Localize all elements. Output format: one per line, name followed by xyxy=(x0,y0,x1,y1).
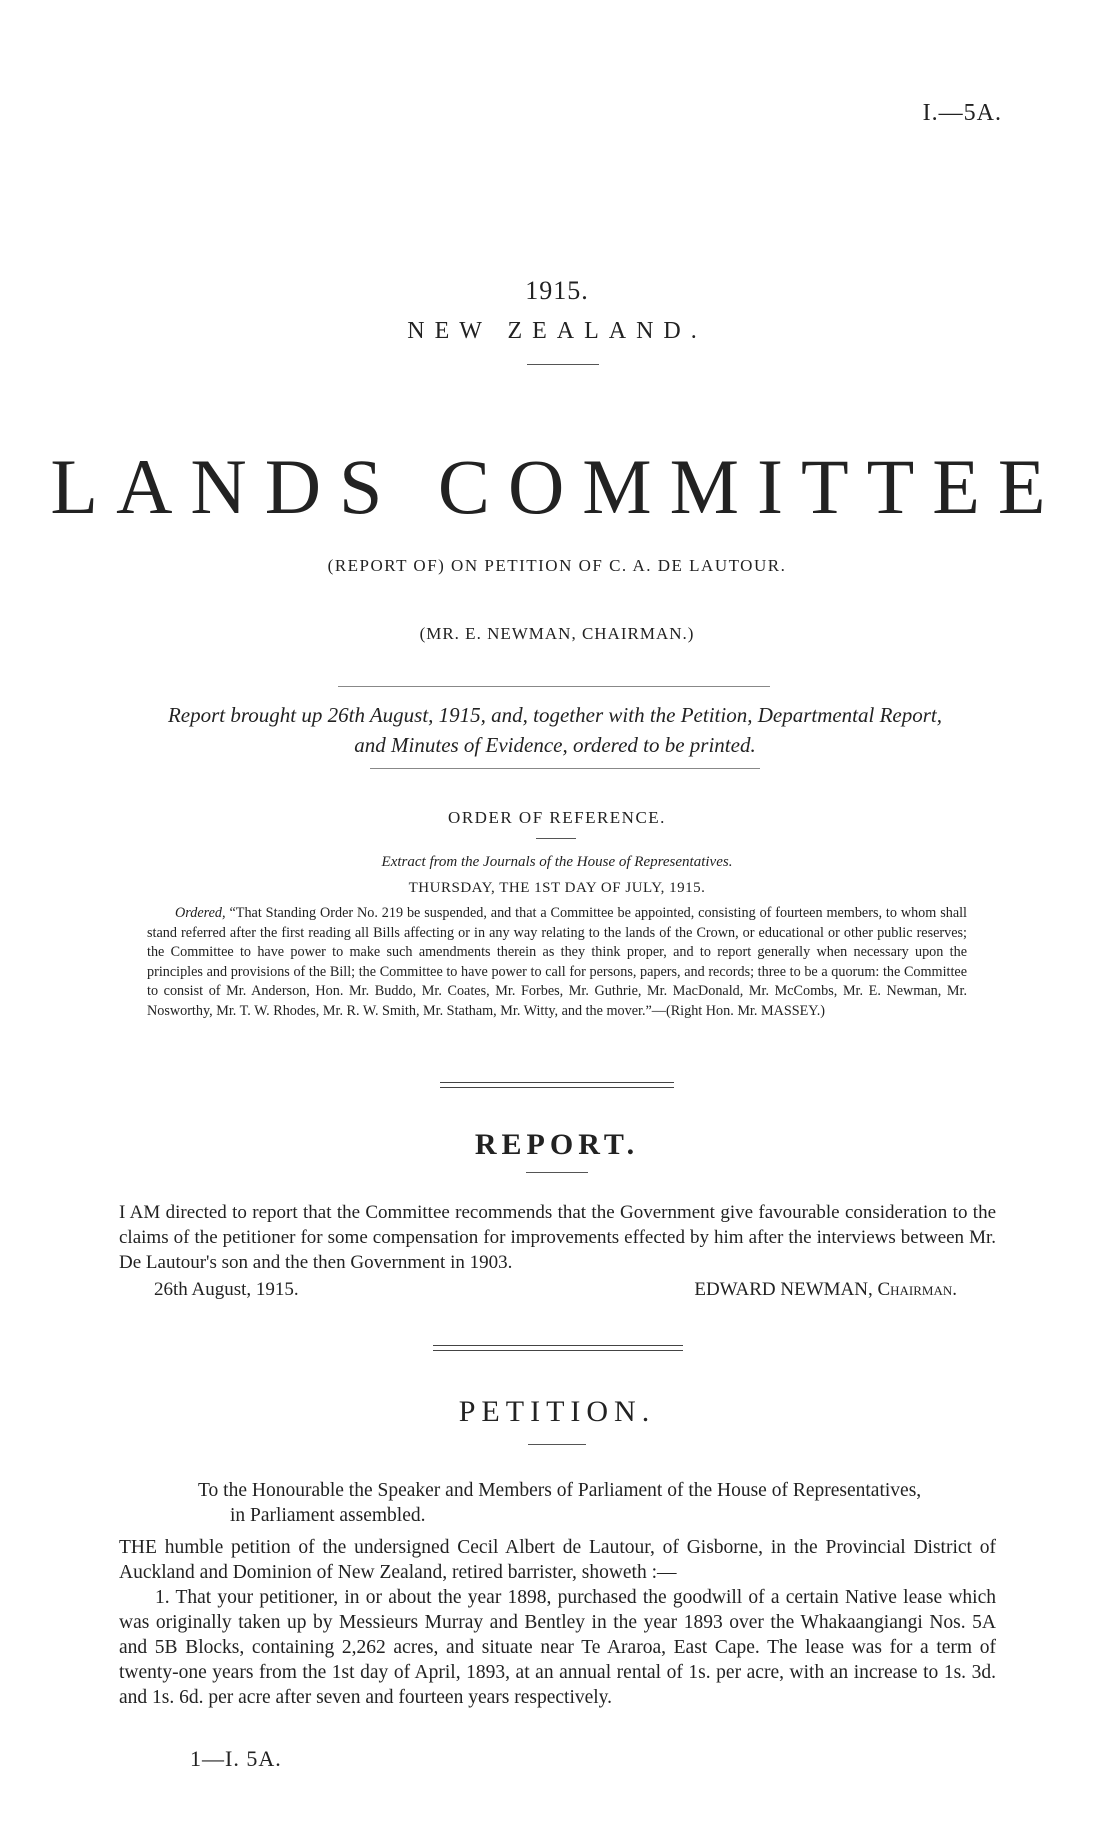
petition-intro xyxy=(119,1535,996,1585)
document-reference: I.—5A. xyxy=(922,100,1002,126)
order-of-reference-heading: ORDER OF REFERENCE. xyxy=(448,808,666,827)
petition-body xyxy=(119,1535,996,1710)
divider xyxy=(338,686,770,687)
divider xyxy=(527,364,599,365)
order-date: THURSDAY, THE 1ST DAY OF JULY, 1915. xyxy=(408,880,706,896)
ordered-label: Ordered, xyxy=(175,905,226,921)
report-brought-note: Report brought up 26th August, 1915, and, together with the Petition, Departmental Report, and Minutes of Evidence, ordered to be printed. xyxy=(167,703,943,757)
report-body: directed to report that the Committee recommends that the Government give favourable consideration to the claims of the petitioner for some compensation for improvements effected by him after the interviews between Mr. De Lautour's son and the then Government in 1903. xyxy=(119,1202,996,1273)
petition-paragraph-1: 1. That your petitioner, in or about the year 1898, purchased the goodwill of a certain Native lease which was originally taken up by Messieurs Murray and Bentley in the year 1893 over the Whakaangiangi Nos. 5A and 5B Blocks, containing 2,262 acres, and situate near Te Araroa, East Cape. The lease was for a term of twenty-one years from the 1st day of April, 1893, at an annual rental of 1s. per acre, with an increase to 1s. 3d. and 1s. 6d. per acre after seven and fourteen years respectively. xyxy=(119,1587,996,1708)
subtitle: (REPORT OF) ON PETITION OF C. A. DE LAUTOUR. xyxy=(327,556,787,575)
report-opening: I AM xyxy=(119,1202,161,1223)
divider xyxy=(528,1444,586,1445)
petition-intro-text: humble petition of the undersigned Cecil Albert de Lautour, of Gisborne, in the Provincial District of Auckland and Dominion of New Zealand, retired barrister, showeth :— xyxy=(119,1537,997,1583)
order-body: “That Standing Order No. 219 be suspended, and that a Committee be appointed, consisting of fourteen members, to whom shall stand referred after the first reading all Bills affecting or in any way relating to the lands of the Crown, or educational or other public reserves; the Committee to have power to make such amendments therein as they think proper, and to report generally when necessary upon the principles and provisions of the Bill; the Committee to have power to call for persons, papers, and records; three to be a quorum: the Committee to consist of Mr. Anderson, Hon. Mr. Buddo, Mr. Coates, Mr. Forbes, Mr. Guthrie, Mr. MacDonald, Mr. McCombs, Mr. E. Newman, Mr. Nosworthy, Mr. T. W. Rhodes, Mr. R. W. Smith, Mr. Statham, Mr. Witty, and the mover.”—(Right Hon. Mr. MASSEY.) xyxy=(147,905,967,1019)
divider xyxy=(526,1172,588,1173)
report-heading: REPORT. xyxy=(474,1128,640,1161)
country-heading: NEW ZEALAND. xyxy=(407,318,707,344)
publication-year: 1915. xyxy=(525,276,589,305)
petition-heading: PETITION. xyxy=(458,1395,656,1428)
divider xyxy=(370,768,760,769)
divider xyxy=(536,838,576,839)
petition-opening: THE xyxy=(119,1537,157,1558)
order-text xyxy=(147,904,967,1021)
report-signature: EDWARD NEWMAN, Chairman. xyxy=(694,1279,957,1300)
double-divider xyxy=(440,1082,674,1088)
double-divider xyxy=(433,1345,683,1351)
report-text xyxy=(119,1200,996,1275)
page-reference: 1—I. 5A. xyxy=(190,1746,282,1771)
main-title: LANDS COMMITTEE xyxy=(50,443,1064,530)
chairman-line: (MR. E. NEWMAN, CHAIRMAN.) xyxy=(419,624,695,643)
petition-addressee xyxy=(198,1478,998,1528)
report-date: 26th August, 1915. xyxy=(154,1279,299,1300)
addressee-line-2: in Parliament assembled. xyxy=(230,1505,426,1526)
addressee-line-1: To the Honourable the Speaker and Members of Parliament of the House of Representatives, xyxy=(198,1480,922,1501)
extract-line: Extract from the Journals of the House of Representatives. xyxy=(381,854,733,870)
